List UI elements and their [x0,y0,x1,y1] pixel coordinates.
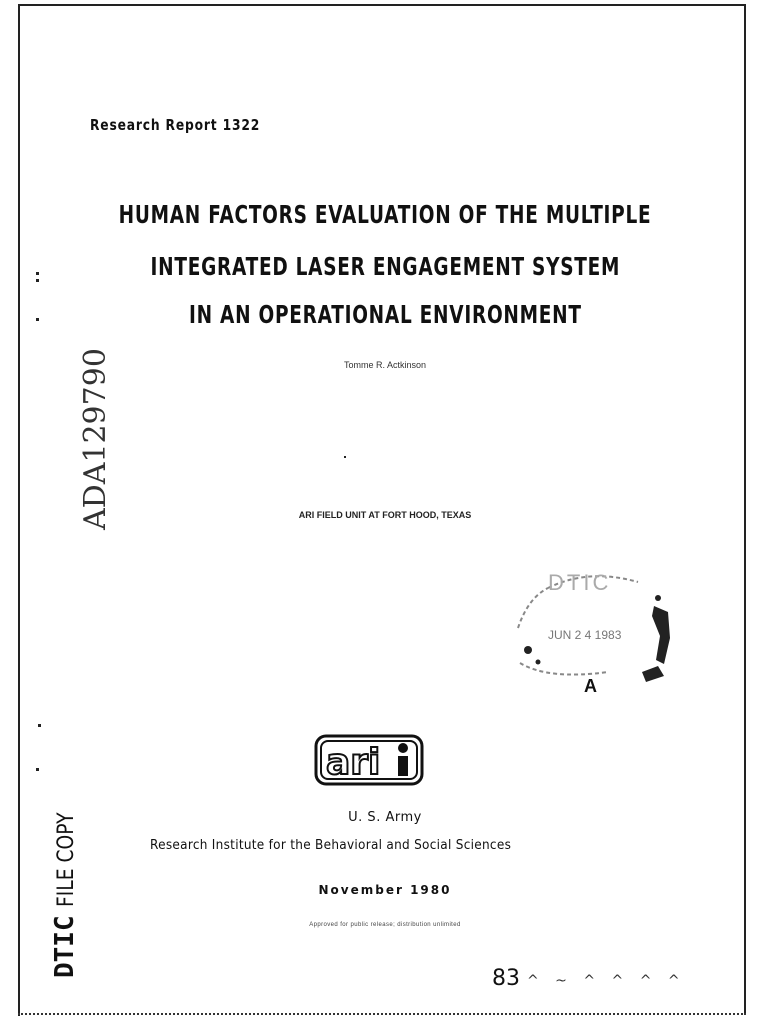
page-border-right [744,4,746,1014]
stamp-letter: A [584,676,597,696]
document-number [492,966,686,991]
svg-text:DTIC: DTIC [548,570,612,595]
document-number-rest: ^ ~ ^ ^ ^ ^ [527,973,686,989]
title-line-1: HUMAN FACTORS EVALUATION OF THE MULTIPLE [118,200,652,229]
publication-date: November 1980 [318,883,452,897]
organization-line-2: Research Institute for the Behavioral and Social Sciences [150,838,512,853]
margin-mark [344,456,346,458]
title-line-3: IN AN OPERATIONAL ENVIRONMENT [188,300,582,329]
page-border-bottom [18,1013,746,1015]
page-border-top [18,4,746,6]
margin-mark [38,724,41,727]
author: Tomme R. Actkinson [343,360,427,370]
field-unit: ARI FIELD UNIT AT FORT HOOD, TEXAS [298,510,472,520]
ari-logo [314,734,424,786]
organization-line-1: U. S. Army [348,810,422,825]
accession-number-text: ADA129790 [78,348,113,530]
dtic-file-copy-label [50,788,80,978]
title-line-2: INTEGRATED LASER ENGAGEMENT SYSTEM [150,252,620,281]
accession-number [78,320,118,530]
margin-mark [36,768,39,771]
logo-text: ari [326,742,381,783]
document-number-prefix: 83 [492,966,520,991]
file-copy-label: FILE COPY [54,812,79,908]
approval-statement: Approved for public release; distribution unlimited [309,922,461,928]
dtic-label: DTIC [50,915,80,978]
report-number: Research Report 1322 [90,116,261,134]
stamp-date: JUN 2 4 1983 [548,628,622,642]
